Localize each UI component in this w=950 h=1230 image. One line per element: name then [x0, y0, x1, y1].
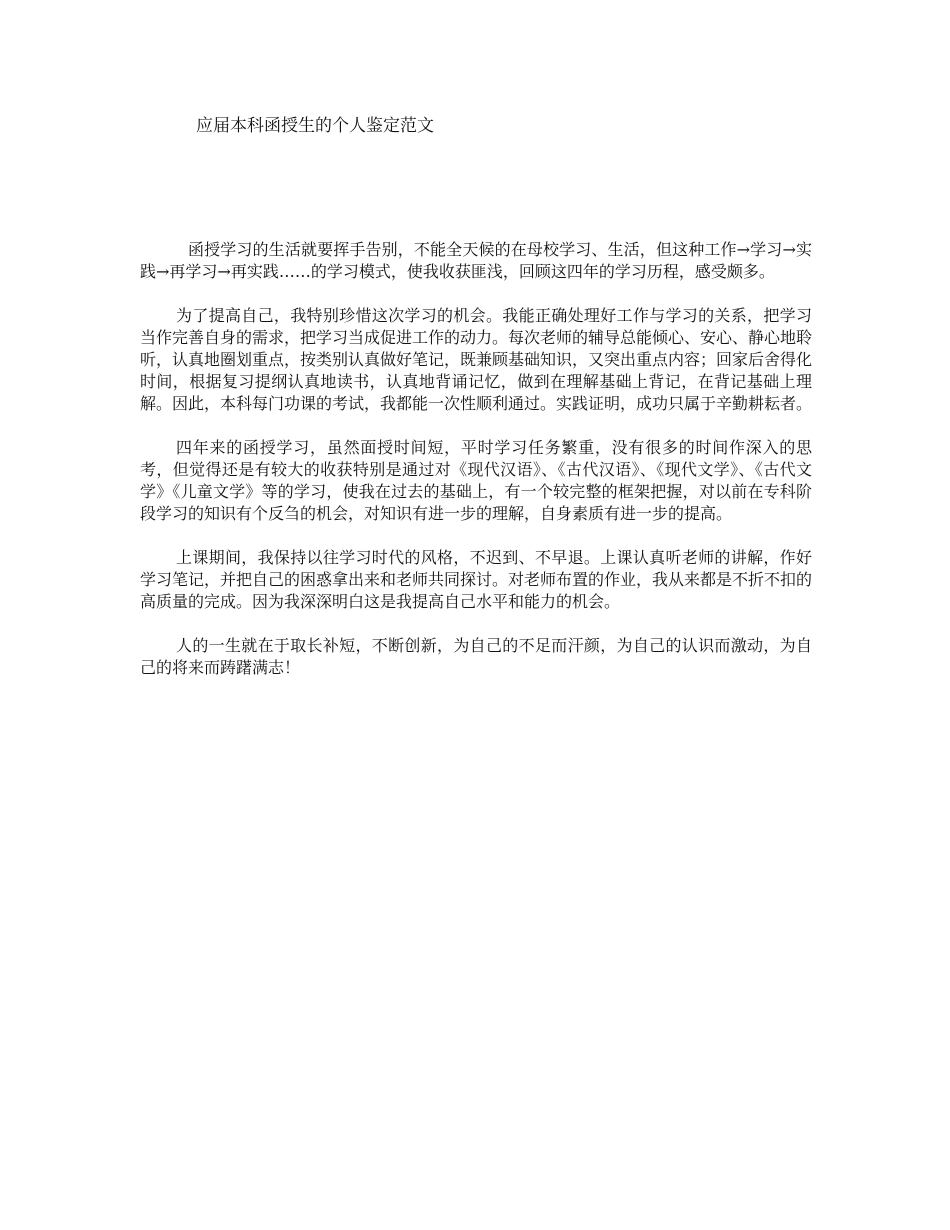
paragraph-4: 上课期间，我保持以往学习时代的风格，不迟到、不早退。上课认真听老师的讲解，作好学习笔记，并把自己的困惑拿出来和老师共同探讨。对老师布置的作业，我从来都是不折不扣的高质量的完成。因为我深深明白这是我提高自己水平和能力的机会。	[140, 548, 813, 611]
paragraph-1: 函授学习的生活就要挥手告别，不能全天候的在母校学习、生活，但这种工作→学习→实践→再学习→再实践……的学习模式，使我收获匪浅，回顾这四年的学习历程，感受颇多。	[140, 240, 812, 281]
paragraph-5: 人的一生就在于取长补短，不断创新，为自己的不足而汗颜，为自己的认识而激动，为自己的将来而踌躇满志！	[140, 636, 812, 677]
paragraph-2: 为了提高自己，我特别珍惜这次学习的机会。我能正确处理好工作与学习的关系，把学习当作完善自身的需求，把学习当成促进工作的动力。每次老师的辅导总能倾心、安心、静心地聆听，认真地圈划重点，按类别认真做好笔记，既兼顾基础知识，又突出重点内容；回家后舍得化时间，根据复习提纲认真地读书，认真地背诵记忆，做到在理解基础上背记，在背记基础上理解。因此，本科每门功课的考试，我都能一次性顺利通过。实践证明，成功只属于辛勤耕耘者。	[140, 306, 813, 413]
document-body	[140, 239, 812, 701]
paragraph-3: 四年来的函授学习，虽然面授时间短，平时学习任务繁重，没有很多的时间作深入的思考，但觉得还是有较大的收获特别是通过对《现代汉语》、《古代汉语》、《现代文学》、《古代文学》《儿童文学》等的学习，使我在过去的基础上，有一个较完整的框架把握，对以前在专科阶段学习的知识有个反刍的机会，对知识有进一步的理解，自身素质有进一步的提高。	[140, 438, 812, 523]
document-title: 应届本科函授生的个人鉴定范文	[196, 116, 434, 136]
